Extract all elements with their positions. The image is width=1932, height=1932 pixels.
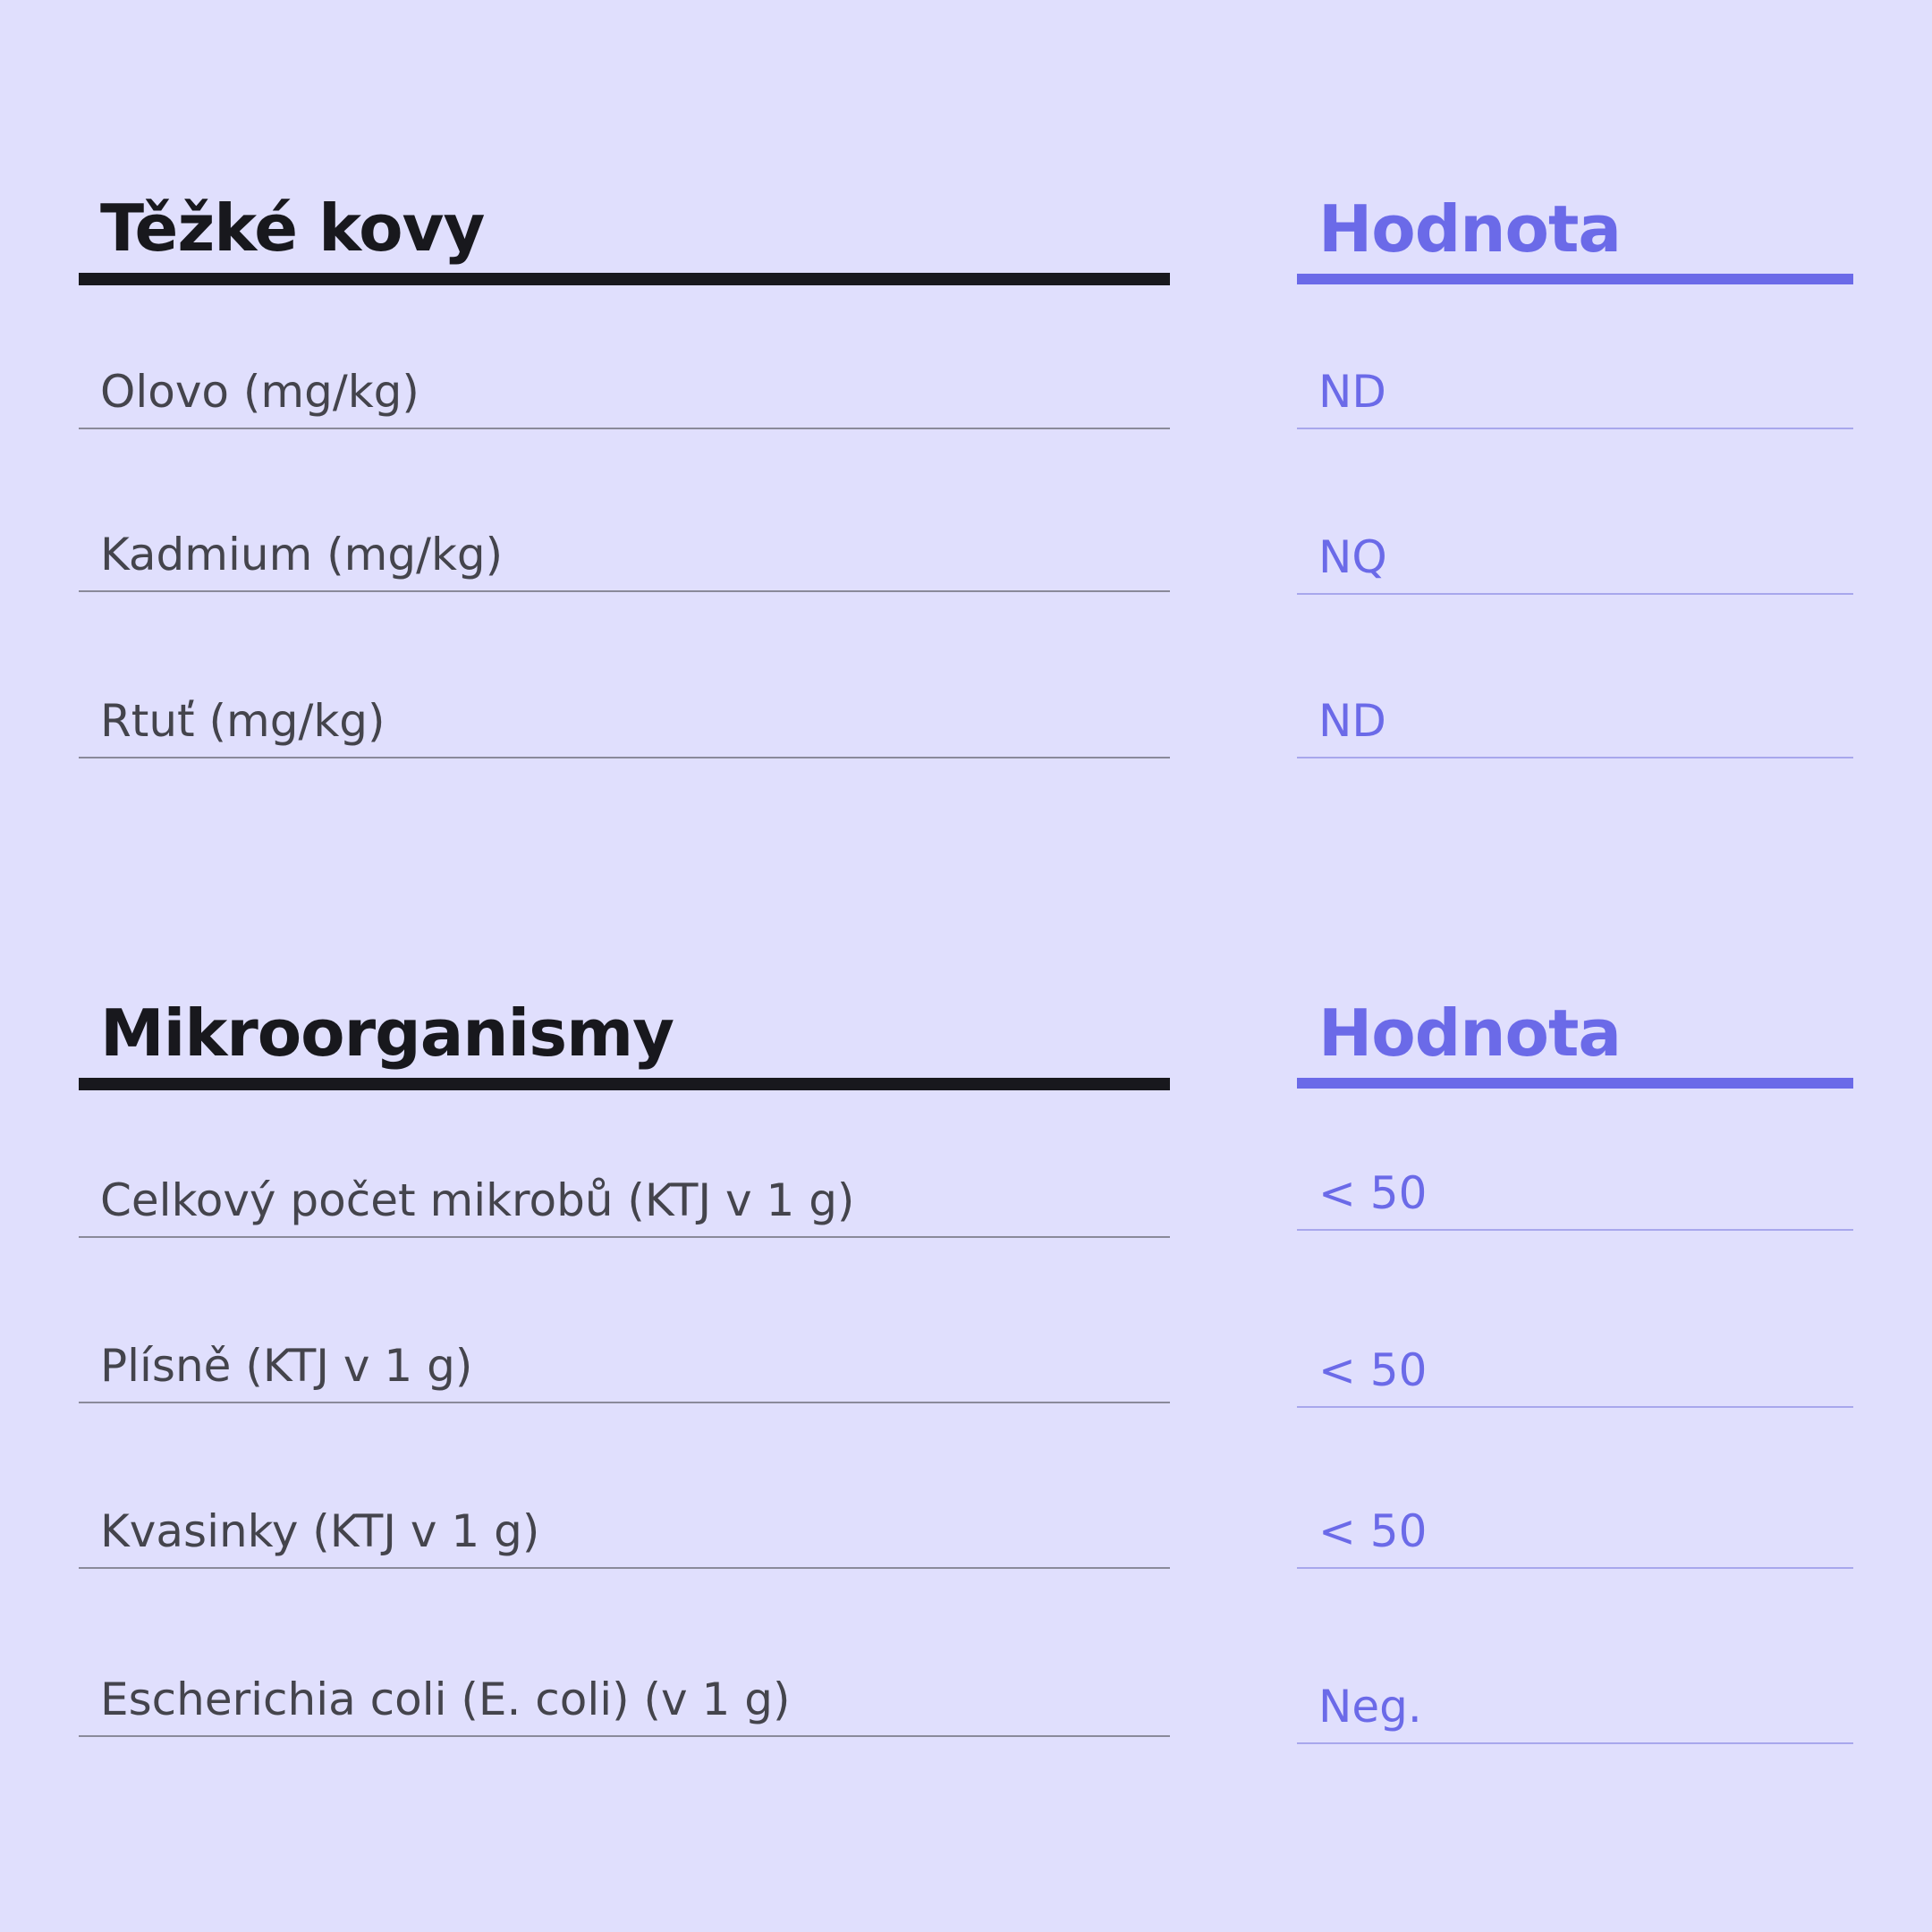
table-row-label: Celkový počet mikrobů (KTJ v 1 g) (79, 1165, 1170, 1238)
table-row-label: Kadmium (mg/kg) (79, 519, 1170, 592)
table-row-value: < 50 (1297, 1335, 1853, 1408)
table-row-value: ND (1297, 356, 1853, 429)
table-row-label: Escherichia coli (E. coli) (v 1 g) (79, 1664, 1170, 1737)
microorganisms-value-header-label: Hodnota (1318, 996, 1621, 1071)
table-row-value: < 50 (1297, 1157, 1853, 1231)
heavy-metals-header (79, 183, 1170, 285)
table-row-value: NQ (1297, 521, 1853, 595)
table-row-value: ND (1297, 685, 1853, 758)
microorganisms-header (79, 988, 1170, 1090)
heavy-metals-value-header-label: Hodnota (1318, 191, 1621, 267)
table-row-label: Rtuť (mg/kg) (79, 685, 1170, 758)
table-row-label: Kvasinky (KTJ v 1 g) (79, 1496, 1170, 1569)
microorganisms-value-header (1297, 988, 1853, 1089)
heavy-metals-value-header (1297, 184, 1853, 284)
table-row-value: < 50 (1297, 1496, 1853, 1569)
table-row-label: Olovo (mg/kg) (79, 356, 1170, 429)
table-row-value: Neg. (1297, 1671, 1853, 1744)
microorganisms-title: Mikroorganismy (100, 996, 674, 1071)
table-row-label: Plísně (KTJ v 1 g) (79, 1330, 1170, 1403)
heavy-metals-title: Těžké kovy (100, 191, 485, 266)
